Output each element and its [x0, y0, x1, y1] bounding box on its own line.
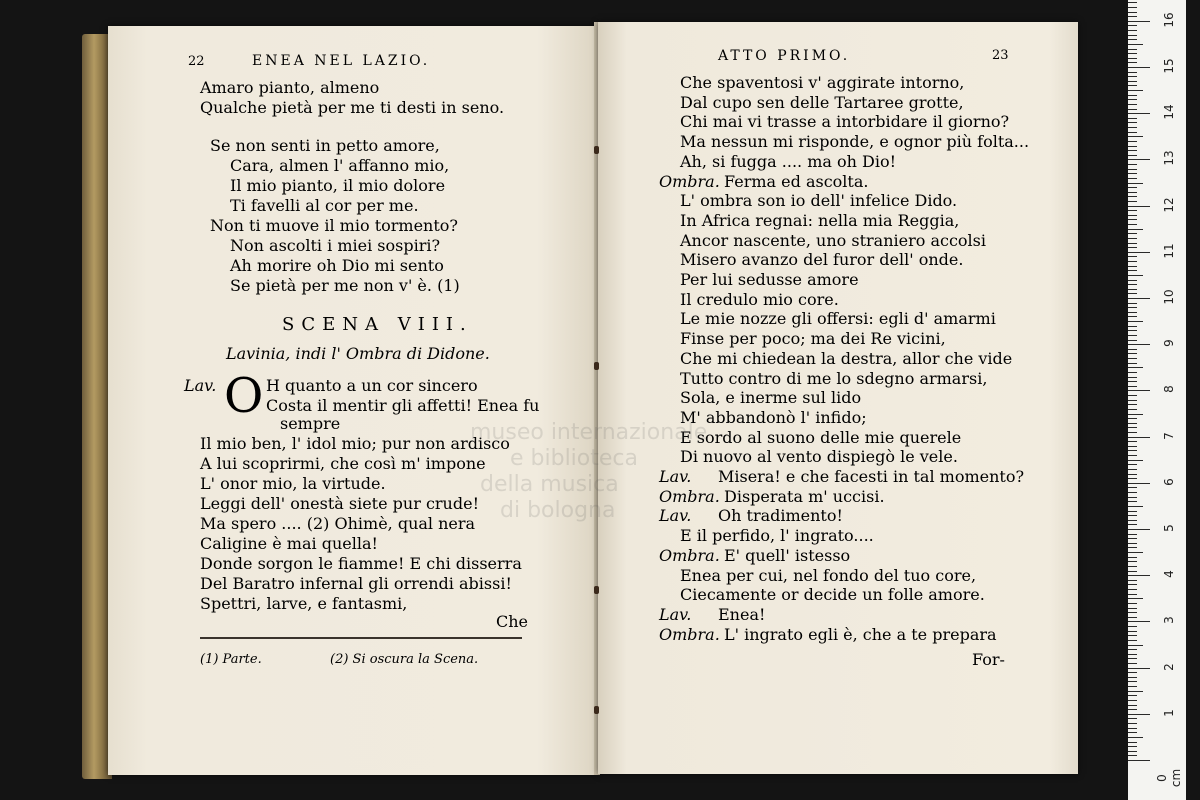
ruler-tick [1128, 99, 1137, 100]
ruler-number: 10 [1162, 289, 1176, 305]
right-text-line: Misera! e che facesti in tal momento? [718, 467, 1025, 486]
ruler-tick [1128, 464, 1137, 465]
ruler-tick [1128, 617, 1137, 618]
left-body-line: Ma spero .... (2) Ohimè, qual nera [200, 514, 476, 533]
ruler-tick [1128, 30, 1137, 31]
right-text-line: Dal cupo sen delle Tartaree grotte, [680, 93, 964, 112]
ruler-tick [1128, 150, 1137, 151]
footnote-1: (1) Parte. [200, 652, 262, 667]
ruler-tick [1128, 132, 1137, 133]
ruler-tick [1128, 395, 1137, 396]
ruler-tick [1128, 621, 1150, 622]
ruler-tick [1128, 483, 1150, 484]
ruler-tick [1128, 441, 1137, 442]
ruler-tick [1128, 746, 1137, 747]
library-watermark [470, 420, 707, 524]
ruler-tick [1128, 53, 1137, 54]
ruler-tick [1128, 552, 1143, 553]
ruler-tick [1128, 450, 1137, 451]
ruler-tick [1128, 668, 1150, 669]
aria-line: Ti favelli al cor per me. [230, 196, 419, 215]
ruler-tick [1128, 238, 1137, 239]
ruler-tick [1128, 709, 1137, 710]
left-body-line: Il mio ben, l' idol mio; pur non ardisco [200, 434, 510, 453]
ruler-tick [1128, 340, 1137, 341]
ruler-tick [1128, 737, 1143, 738]
ruler-tick [1128, 196, 1137, 197]
ruler-number: 2 [1162, 663, 1176, 671]
right-text-line: Le mie nozze gli offersi: egli d' amarmi [680, 309, 996, 328]
right-text-line: Disperata m' uccisi. [724, 487, 885, 506]
drop-cap: O [224, 368, 264, 424]
ruler-tick [1128, 515, 1137, 516]
ruler-tick [1128, 571, 1137, 572]
ruler-tick [1128, 173, 1137, 174]
ruler-number: 1 [1162, 709, 1176, 717]
ruler-number: 15 [1162, 58, 1176, 74]
ruler-tick [1128, 316, 1137, 317]
ruler-tick [1128, 44, 1143, 45]
right-text-line: Ferma ed ascolta. [724, 172, 869, 191]
measurement-ruler [1128, 0, 1186, 800]
ruler-tick [1128, 663, 1137, 664]
ruler-tick [1128, 584, 1137, 585]
ruler-tick [1128, 520, 1137, 521]
ruler-tick [1128, 446, 1137, 447]
ruler-tick [1128, 2, 1137, 3]
ruler-tick [1128, 386, 1137, 387]
speaker-label: Lav. [659, 506, 692, 525]
right-text-line: L' ingrato egli è, che a te prepara [724, 625, 997, 644]
ruler-tick [1128, 654, 1137, 655]
ruler-tick [1128, 289, 1137, 290]
right-text-line: M' abbandonò l' infido; [680, 408, 867, 427]
ruler-tick [1128, 427, 1137, 428]
right-text-line: Sola, e inerme sul lido [680, 388, 862, 407]
ruler-tick [1128, 557, 1137, 558]
ruler-tick [1128, 506, 1143, 507]
right-text-line: Che spaventosi v' aggirate intorno, [680, 73, 965, 92]
ruler-tick [1128, 728, 1137, 729]
ruler-tick [1128, 58, 1137, 59]
ruler-tick [1128, 76, 1137, 77]
binding-stitch [594, 146, 599, 154]
ruler-tick [1128, 210, 1137, 211]
ruler-tick [1128, 136, 1143, 137]
aria-line: Ah morire oh Dio mi sento [230, 256, 444, 275]
ruler-tick [1128, 561, 1137, 562]
ruler-tick [1128, 381, 1137, 382]
right-text-line: Tutto contro di me lo sdegno armarsi, [680, 369, 988, 388]
right-text-line: Misero avanzo del furor dell' onde. [680, 250, 964, 269]
ruler-tick [1128, 423, 1137, 424]
right-text-line: Per lui sedusse amore [680, 270, 859, 289]
ruler-number: 12 [1162, 197, 1176, 213]
ruler-tick [1128, 760, 1150, 761]
ruler-tick [1128, 372, 1137, 373]
ruler-tick [1128, 363, 1137, 364]
right-text-line: Il credulo mio core. [680, 290, 839, 309]
left-body-line: Spettri, larve, e fantasmi, [200, 594, 408, 613]
ruler-number: 4 [1162, 570, 1176, 578]
ruler-tick [1128, 256, 1137, 257]
right-text-line: Ma nessun mi risponde, e ognor più folta... [680, 132, 1030, 151]
ruler-tick [1128, 672, 1137, 673]
ruler-tick [1128, 566, 1137, 567]
ruler-tick [1128, 409, 1137, 410]
ruler-tick [1128, 81, 1137, 82]
ruler-tick [1128, 307, 1137, 308]
ruler-tick [1128, 118, 1137, 119]
ruler-tick [1128, 608, 1137, 609]
ruler-tick [1128, 404, 1137, 405]
ruler-tick [1128, 455, 1137, 456]
speaker-label: Ombra. [659, 172, 720, 191]
ruler-tick [1128, 524, 1137, 525]
ruler-tick [1128, 700, 1137, 701]
ruler-number: 9 [1162, 339, 1176, 347]
ruler-tick [1128, 330, 1137, 331]
ruler-tick [1128, 215, 1137, 216]
ruler-tick [1128, 298, 1150, 299]
aria-line: Se non senti in petto amore, [210, 136, 440, 155]
ruler-number: 13 [1162, 150, 1176, 166]
left-line-1: Amaro pianto, almeno [200, 78, 380, 97]
right-text-line: L' ombra son io dell' infelice Dido. [680, 191, 958, 210]
right-running-title: ATTO PRIMO. [718, 48, 851, 64]
watermark-line: di bologna [500, 498, 616, 523]
right-text-line: E' quell' istesso [724, 546, 851, 565]
right-text-line: Chi mai vi trasse a intorbidare il giorno? [680, 112, 1010, 131]
ruler-tick [1128, 612, 1137, 613]
ruler-tick [1128, 677, 1137, 678]
aria-line: Il mio pianto, il mio dolore [230, 176, 446, 195]
speaker-label: Ombra. [659, 487, 720, 506]
ruler-tick [1128, 312, 1137, 313]
ruler-tick [1128, 478, 1137, 479]
right-catchword: For- [972, 650, 1005, 669]
binding-stitch [594, 706, 599, 714]
ruler-tick [1128, 21, 1150, 22]
ruler-tick [1128, 460, 1143, 461]
ruler-tick [1128, 95, 1137, 96]
ruler-tick [1128, 695, 1137, 696]
ruler-tick [1128, 529, 1150, 530]
ruler-number: 5 [1162, 524, 1176, 532]
left-body-line: Caligine è mai quella! [200, 534, 378, 553]
ruler-tick [1128, 487, 1137, 488]
ruler-tick [1128, 90, 1143, 91]
right-text-line: Ancor nascente, uno straniero accolsi [680, 231, 986, 250]
binding-stitch [594, 586, 599, 594]
ruler-tick [1128, 723, 1137, 724]
ruler-tick [1128, 326, 1137, 327]
ruler-tick [1128, 349, 1137, 350]
ruler-tick [1128, 303, 1137, 304]
speaker-label: Lav. [184, 376, 217, 395]
ruler-tick [1128, 122, 1137, 123]
aria-line: Non ti muove il mio tormento? [210, 216, 458, 235]
ruler-tick [1128, 714, 1150, 715]
ruler-tick [1128, 178, 1137, 179]
watermark-line: della musica [480, 472, 619, 497]
ruler-tick [1128, 127, 1137, 128]
ruler-tick [1128, 169, 1137, 170]
ruler-tick [1128, 437, 1150, 438]
ruler-tick [1128, 474, 1137, 475]
right-text-line: Ciecamente or decide un folle amore. [680, 585, 985, 604]
ruler-tick [1128, 594, 1137, 595]
watermark-line: e biblioteca [510, 446, 638, 471]
ruler-number: 3 [1162, 616, 1176, 624]
ruler-tick [1128, 219, 1137, 220]
ruler-tick [1128, 649, 1137, 650]
ruler-tick [1128, 321, 1143, 322]
right-page-number: 23 [992, 48, 1009, 63]
speaker-label: Ombra. [659, 625, 720, 644]
ruler-tick [1128, 681, 1137, 682]
right-text-line: Oh tradimento! [718, 506, 843, 525]
left-page-number: 22 [188, 54, 205, 69]
ruler-tick [1128, 344, 1150, 345]
ruler-tick [1128, 164, 1137, 165]
ruler-tick [1128, 377, 1137, 378]
right-text-line: Di nuovo al vento dispiegò le vele. [680, 447, 958, 466]
ruler-tick [1128, 538, 1137, 539]
ruler-tick [1128, 192, 1137, 193]
ruler-tick [1128, 751, 1137, 752]
right-text-line: In Africa regnai: nella mia Reggia, [680, 211, 960, 230]
left-body-line: L' onor mio, la virtude. [200, 474, 386, 493]
right-text-line: Finse per poco; ma dei Re vicini, [680, 329, 946, 348]
ruler-tick [1128, 109, 1137, 110]
ruler-tick [1128, 418, 1137, 419]
left-body-line: Costa il mentir gli affetti! Enea fu [266, 396, 540, 415]
ruler-tick [1128, 658, 1137, 659]
ruler-tick [1128, 270, 1137, 271]
left-body-line: H quanto a un cor sincero [266, 376, 478, 395]
ruler-tick [1128, 580, 1137, 581]
ruler-unit-label: 0 cm [1155, 768, 1183, 788]
ruler-tick [1128, 589, 1137, 590]
ruler-tick [1128, 640, 1137, 641]
ruler-tick [1128, 511, 1137, 512]
ruler-tick [1128, 543, 1137, 544]
ruler-tick [1128, 575, 1150, 576]
left-body-line: Leggi dell' onestà siete pur crude! [200, 494, 479, 513]
ruler-tick [1128, 261, 1137, 262]
ruler-tick [1128, 353, 1137, 354]
ruler-tick [1128, 755, 1137, 756]
right-text-line: Enea per cui, nel fondo del tuo core, [680, 566, 977, 585]
ruler-tick [1128, 85, 1137, 86]
right-text-line: Enea! [718, 605, 766, 624]
ruler-tick [1128, 280, 1137, 281]
ruler-number: 6 [1162, 478, 1176, 486]
ruler-tick [1128, 732, 1137, 733]
aria-line: Non ascolti i miei sospiri? [230, 236, 441, 255]
ruler-tick [1128, 645, 1143, 646]
ruler-tick [1128, 35, 1137, 36]
ruler-tick [1128, 72, 1137, 73]
ruler-tick [1128, 635, 1137, 636]
right-text-line: E il perfido, l' ingrato.... [680, 526, 874, 545]
ruler-tick [1128, 293, 1137, 294]
ruler-number: 8 [1162, 385, 1176, 393]
ruler-tick [1128, 492, 1137, 493]
footnote-rule [200, 637, 522, 639]
ruler-tick [1128, 501, 1137, 502]
ruler-tick [1128, 206, 1150, 207]
ruler-tick [1128, 247, 1137, 248]
ruler-tick [1128, 534, 1137, 535]
ruler-tick [1128, 358, 1137, 359]
ruler-tick [1128, 62, 1137, 63]
right-text-line: E sordo al suono delle mie querele [680, 428, 962, 447]
scene-title: SCENA VIII. [282, 314, 473, 335]
left-body-line: sempre [280, 414, 341, 433]
left-running-title: ENEA NEL LAZIO. [252, 53, 431, 69]
ruler-tick [1128, 12, 1137, 13]
ruler-number: 11 [1162, 243, 1176, 259]
left-catchword: Che [496, 612, 529, 631]
ruler-tick [1128, 400, 1137, 401]
left-body-line: Donde sorgon le fiamme! E chi disserra [200, 554, 522, 573]
ruler-tick [1128, 603, 1137, 604]
ruler-number: 7 [1162, 432, 1176, 440]
ruler-tick [1128, 159, 1150, 160]
ruler-tick [1128, 547, 1137, 548]
ruler-tick [1128, 16, 1137, 17]
ruler-tick [1128, 691, 1143, 692]
ruler-tick [1128, 25, 1137, 26]
right-text-line: Che mi chiedean la destra, allor che vide [680, 349, 1013, 368]
ruler-number: 14 [1162, 104, 1176, 120]
ruler-tick [1128, 335, 1137, 336]
ruler-tick [1128, 243, 1137, 244]
ruler-tick [1128, 252, 1150, 253]
ruler-tick [1128, 141, 1137, 142]
speaker-label: Lav. [659, 467, 692, 486]
ruler-tick [1128, 390, 1150, 391]
ruler-tick [1128, 631, 1137, 632]
ruler-tick [1128, 229, 1143, 230]
ruler-tick [1128, 233, 1137, 234]
aria-line: Cara, almen l' affanno mio, [230, 156, 450, 175]
ruler-tick [1128, 146, 1137, 147]
ruler-tick [1128, 414, 1143, 415]
ruler-tick [1128, 155, 1137, 156]
left-line-2: Qualche pietà per me ti desti in seno. [200, 98, 505, 117]
ruler-tick [1128, 742, 1137, 743]
ruler-tick [1128, 39, 1137, 40]
watermark-line: museo internazionale [470, 420, 708, 445]
ruler-tick [1128, 183, 1143, 184]
aria-line: Se pietà per me non v' è. (1) [230, 276, 460, 295]
ruler-tick [1128, 469, 1137, 470]
ruler-tick [1128, 275, 1143, 276]
ruler-tick [1128, 705, 1137, 706]
ruler-tick [1128, 224, 1137, 225]
ruler-tick [1128, 187, 1137, 188]
ruler-tick [1128, 104, 1137, 105]
ruler-tick [1128, 113, 1150, 114]
ruler-tick [1128, 367, 1143, 368]
ruler-tick [1128, 497, 1137, 498]
left-body-line: A lui scoprirmi, che così m' impone [200, 454, 486, 473]
ruler-number: 16 [1162, 12, 1176, 28]
ruler-tick [1128, 598, 1143, 599]
ruler-tick [1128, 626, 1137, 627]
ruler-tick [1128, 7, 1137, 8]
ruler-tick [1128, 49, 1137, 50]
ruler-tick [1128, 284, 1137, 285]
ruler-tick [1128, 718, 1137, 719]
speaker-label: Lav. [659, 605, 692, 624]
ruler-tick [1128, 201, 1137, 202]
speaker-label: Ombra. [659, 546, 720, 565]
ruler-tick [1128, 266, 1137, 267]
binding-stitch [594, 362, 599, 370]
ruler-tick [1128, 67, 1150, 68]
scene-subtitle: Lavinia, indi l' Ombra di Didone. [226, 344, 490, 363]
ruler-tick [1128, 686, 1137, 687]
right-text-line: Ah, si fugga .... ma oh Dio! [680, 152, 897, 171]
left-body-line: Del Baratro infernal gli orrendi abissi! [200, 574, 512, 593]
ruler-tick [1128, 432, 1137, 433]
footnote-2: (2) Si oscura la Scena. [330, 652, 479, 667]
